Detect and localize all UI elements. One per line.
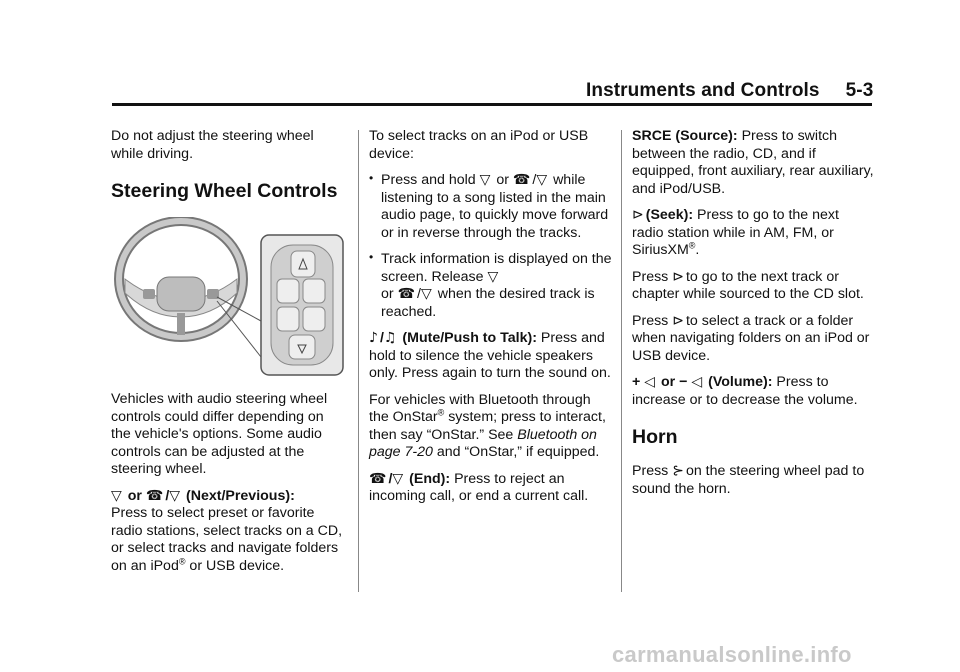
bluetooth-text-a: For vehicles with Bluetooth through the OnStar [369,391,591,425]
volume-plus: + [632,374,641,390]
next-up-icon: ▽ [479,172,491,188]
seek-end: . [695,242,700,258]
prev-down-icon: ▽ [536,172,548,188]
bluetooth-paragraph [369,392,613,462]
bullet-1-start: Press and hold [381,172,476,188]
prev-down-icon: ▽ [169,487,181,504]
push-to-talk-icon: ♫ [383,330,397,346]
next-or: or [127,487,142,504]
end-label: (End): [409,470,451,487]
seek-icon: ⊳ [672,312,684,329]
end-text: Press to reject an incoming call, or end a current call. [369,470,589,504]
volume-label: (Volume): [708,374,773,390]
press-track-text: to go to the next track or chapter while sourced to the CD slot. [632,268,864,302]
next-up-icon: ▽ [487,268,499,285]
watermark: carmanualsonline.info [612,642,852,667]
seek-icon: ⊳ [632,207,644,223]
steering-wheel-graphic [111,217,347,377]
registered-mark: ® [437,407,445,418]
press-word: Press [632,312,669,329]
horn-paragraph [632,463,874,498]
source-paragraph [632,128,874,198]
prev-down-icon: ▽ [392,470,404,487]
horn-text: on the steering wheel pad to sound the horn. [632,463,865,497]
seek-icon: ⊳ [672,268,684,285]
bullet-2-slash: / [417,286,421,302]
steering-wheel-illustration [111,217,347,377]
mute-label: (Mute/Push to Talk): [402,330,537,346]
next-slash: / [165,487,170,504]
registered-mark: ® [178,555,186,566]
column-2 [369,128,613,515]
seek-track-paragraph [632,269,874,304]
section-heading: Steering Wheel Controls [111,180,338,202]
vehicles-paragraph: Vehicles with audio steering wheel controls could differ depending on the vehicle's options. Some audio controls can be adjusted at the steering wheel. [111,391,328,477]
source-label: SRCE (Source): [632,128,738,144]
volume-or-minus: or − [660,374,688,390]
column-3 [632,128,874,507]
volume-text: Press to increase or to decrease the volume. [632,374,858,408]
bullet-1-slash: / [532,172,537,188]
bullet-2-or: or [381,286,394,302]
bullet-item [369,251,613,321]
volume-paragraph [632,374,874,409]
mute-icon: ♪ [369,330,378,346]
section-title: Instruments and Controls [586,80,820,101]
seek-folder-paragraph [632,313,874,366]
seek-paragraph [632,207,874,260]
bluetooth-link[interactable]: Bluetooth on page 7-20 [369,426,597,460]
next-previous-text: Press to select preset or favorite radio stations, select tracks on a CD, or select tracks and navigate folders on an iPod [111,505,343,574]
seek-text: Press to go to the next radio station while in AM, FM, or SiriusXM [632,207,839,258]
end-slash: / [388,470,393,487]
phone-icon: ☎ [145,487,164,504]
bullet-item [369,172,613,242]
page-header [586,80,873,102]
mute-slash: / [379,330,384,346]
mute-text: Press and hold to silence the vehicle speakers only. Press again to turn the sound on. [369,330,611,381]
mute-paragraph [369,330,613,383]
seek-label: (Seek): [645,207,694,223]
ipod-intro: To select tracks on an iPod or USB device: [369,128,589,162]
phone-icon: ☎ [369,470,387,487]
press-word: Press [632,268,669,285]
next-previous-label: (Next/Previous): [186,487,295,504]
volume-icon: ◁ [644,374,656,390]
prev-down-icon: ▽ [420,286,432,302]
bluetooth-text-b: system; press to interact, then say “OnStar.” See [369,409,606,443]
intro-paragraph: Do not adjust the steering wheel while driving. [111,128,314,162]
bluetooth-text-c: and “OnStar,” if equipped. [432,444,600,460]
horn-icon: ⊱ [672,463,684,479]
page-number: 5-3 [845,80,874,101]
column-1 [111,128,347,584]
bullet-2-start: Track information is displayed on the screen. Release [381,251,612,285]
bullet-1-or: or [496,172,509,188]
volume-icon: ◁ [691,374,703,390]
bullet-dot-icon: • [369,250,374,264]
press-folder-text: to select a track or a folder when navigating folders on an iPod or USB device. [632,312,870,364]
source-text: Press to switch between the radio, CD, and if equipped, front auxiliary, rear auxiliary, and iPod/USB. [632,128,874,197]
next-previous-text-end: or USB device. [185,557,285,574]
next-previous-paragraph [111,488,347,576]
column-divider [358,130,359,592]
horn-press: Press [632,463,669,479]
bullet-2-end: when the desired track is reached. [381,286,595,320]
header-rule [112,103,872,106]
registered-mark: ® [688,240,696,251]
bullet-dot-icon: • [369,171,374,185]
end-paragraph [369,471,613,506]
column-divider [621,130,622,592]
phone-icon: ☎ [397,286,416,302]
horn-heading: Horn [632,426,678,448]
bullet-1-end: while listening to a song listed in the main audio page, to quickly move forward or in reverse through the tracks. [381,172,609,241]
next-up-icon: ▽ [111,487,122,504]
phone-icon: ☎ [512,172,531,188]
